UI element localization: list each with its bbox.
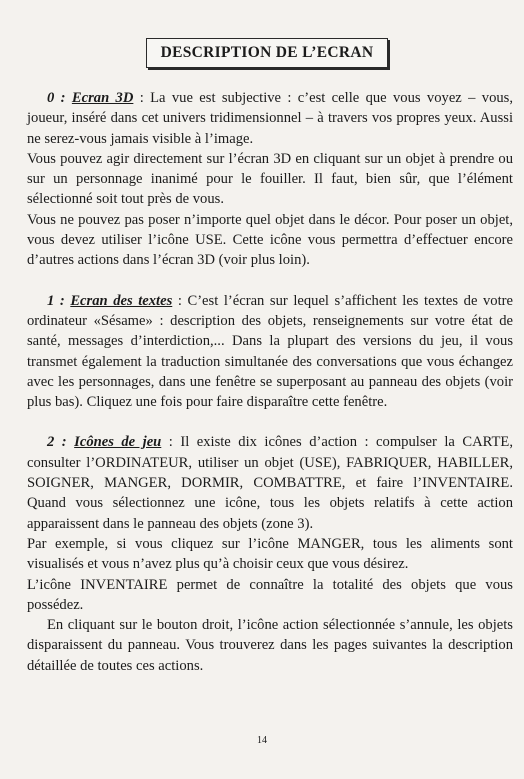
section-1-text-0: : C’est l’écran sur lequel s’affichent les textes de votre ordinateur «Sésame» : description des objets, renseignements sur votre état de santé, messages d’interdiction,... Dans la plupart des versions du jeu, il vous transmet également la traduction simultanée des conversations que vous échangez avec les personnages, dans une fenêtre se superposant au panneau des objets (voir plus bas). Cliquez une fois pour faire disparaître cette fenêtre. (27, 292, 513, 411)
section-2-para-0 (27, 432, 513, 533)
title-box (146, 38, 388, 68)
section-0-para-2: Vous ne pouvez pas poser n’importe quel objet dans le décor. Pour poser un objet, vous devez utiliser l’icône USE. Cette icône vous permettra d’effectuer encore d’autres actions dans l’écran 3D (voir plus loin). (27, 211, 513, 269)
section-0-para-0 (27, 88, 513, 149)
page-title: DESCRIPTION DE L’ECRAN (160, 44, 374, 61)
body-text (27, 88, 513, 676)
section-2-para-1: Par exemple, si vous cliquez sur l’icône MANGER, tous les aliments sont visualisés et vous n’avez plus qu’à choisir ceux que vous désirez. (27, 535, 513, 573)
section-1-heading: Ecran des textes (70, 292, 173, 309)
section-0-number: 0 : (47, 90, 66, 106)
section-0-para-1: Vous pouvez agir directement sur l’écran 3D en cliquant sur un objet à prendre ou sur un personnage inanimé pour le fouiller. Il faut, bien sûr, que l’élément sélectionné soit tout près de vous. (27, 150, 513, 208)
section-2-text-0: : Il existe dix icônes d’action : compulser la CARTE, consulter l’ORDINATEUR, utiliser un objet (USE), FABRIQUER, HABILLER, SOIGNER, MANGER, DORMIR, COMBATTRE, et faire l’INVENTAIRE. Quand vous sélectionnez une icône, tous les objets relatifs à cette action apparaissent dans le panneau des objets (zone 3). (27, 434, 513, 532)
section-0-heading: Ecran 3D (71, 90, 134, 106)
section-2-para-2: L’icône INVENTAIRE permet de connaître la totalité des objets que vous possédez. (27, 576, 513, 613)
section-2-para-3: En cliquant sur le bouton droit, l’icône action sélectionnée s’annule, les objets disparaissent du panneau. Vous trouverez dans les pages suivantes la description détaillée de toutes ces actions. (27, 617, 513, 674)
section-0-text-0: : La vue est subjective : c’est celle que vous voyez – vous, joueur, inséré dans cet univers tridimensionnel – à travers vos propres yeux. Aussi ne serez-vous jamais visible à l’image. (27, 90, 513, 147)
page-number: 14 (257, 735, 267, 746)
section-2-number: 2 : (47, 434, 67, 451)
section-2-heading: Icônes de jeu (74, 434, 162, 451)
section-1-para-0 (27, 291, 513, 413)
section-1-number: 1 : (47, 292, 65, 309)
